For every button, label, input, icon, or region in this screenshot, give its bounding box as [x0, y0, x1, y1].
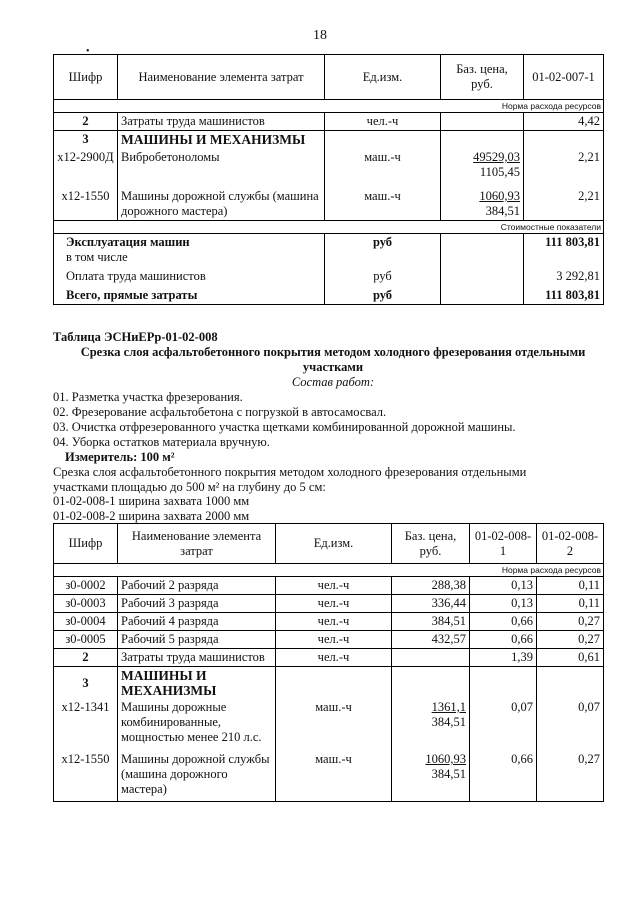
header-norm-2: 01-02-008-2 [537, 524, 604, 564]
row-unit: чел.-ч [276, 613, 392, 631]
row-price: 336,44 [392, 595, 470, 613]
row-name: Рабочий 2 разряда [118, 577, 276, 595]
section-code: 3 [54, 667, 118, 700]
row-code: з0-0004 [54, 613, 118, 631]
operation-value: 111 803,81 [545, 235, 600, 249]
table-row [54, 113, 604, 131]
table-row [54, 595, 604, 613]
page-mark: • [86, 46, 90, 57]
section-title: Срезка слоя асфальтобетонного покрытия методом холодного фрезерования отдельными участками [80, 345, 586, 374]
row-name: Машины дорожные комбинированные, мощностью менее 210 л.с. [118, 699, 276, 746]
row-value-2: 0,07 [537, 699, 604, 746]
works-heading: Состав работ: [291, 375, 375, 389]
cost-band: Стоимостные показатели [54, 221, 604, 234]
resource-table-01-02-008 [53, 523, 604, 802]
row-price-secondary: 1105,45 [479, 165, 520, 179]
row-code: х12-2900Д [54, 148, 118, 181]
table-row [54, 131, 604, 149]
norm-band-row [54, 100, 604, 113]
row-value-1: 0,13 [470, 595, 537, 613]
header-name: Наименование элемента затрат [118, 55, 325, 100]
table-label: Таблица ЭСНиЕРр-01-02-008 [53, 330, 218, 344]
row-value-2: 0,27 [537, 613, 604, 631]
list-item: 03. Очистка отфрезерованного участка щетками комбинированной дорожной машины. [53, 420, 516, 434]
variant-1: 01-02-008-1 ширина захвата 1000 мм [53, 494, 250, 508]
row-value: 2,21 [524, 148, 604, 181]
row-price: 1361,1 [431, 700, 466, 714]
row-value-1: 1,39 [470, 649, 537, 667]
row-value: 2,21 [524, 181, 604, 221]
labor-pay-value: 3 292,81 [556, 269, 600, 283]
row-unit: маш.-ч [276, 699, 392, 746]
row-value-2: 0,27 [537, 631, 604, 649]
header-norm-1: 01-02-008-1 [470, 524, 537, 564]
list-item: 04. Уборка остатков материала вручную. [53, 435, 270, 449]
row-name: Затраты труда машинистов [118, 113, 325, 131]
row-unit: чел.-ч [325, 113, 441, 131]
variant-2: 01-02-008-2 ширина захвата 2000 мм [53, 509, 250, 523]
table-row [54, 181, 604, 221]
resource-table-01-02-007 [53, 54, 604, 305]
row-price: 288,38 [392, 577, 470, 595]
row-name: Вибробетоноломы [118, 148, 325, 181]
row-value-1: 0,66 [470, 613, 537, 631]
row-name: Машины дорожной службы (машина дорожного мастера) [118, 746, 276, 802]
total-unit: руб [372, 288, 393, 302]
table-row [54, 577, 604, 595]
row-name: Рабочий 4 разряда [118, 613, 276, 631]
row-code: з0-0003 [54, 595, 118, 613]
row-unit: чел.-ч [276, 577, 392, 595]
row-code: 2 [54, 113, 118, 131]
row-unit: чел.-ч [276, 631, 392, 649]
section-code: 3 [54, 131, 118, 149]
norm-band: Норма расхода ресурсов [54, 564, 604, 577]
list-item: 02. Фрезерование асфальтобетона с погрузкой в автосамосвал. [53, 405, 387, 419]
labor-pay-unit: руб [373, 269, 392, 283]
row-price: 432,57 [392, 631, 470, 649]
including-label: в том числе [66, 250, 128, 264]
row-unit: чел.-ч [276, 595, 392, 613]
header-price: Баз. цена, руб. [392, 524, 470, 564]
header-code: Шифр [54, 524, 118, 564]
row-code: х12-1550 [54, 746, 118, 802]
row-price-secondary: 384,51 [431, 767, 466, 781]
header-price: Баз. цена, руб. [441, 55, 524, 100]
row-price-secondary: 384,51 [431, 715, 466, 729]
table-row [54, 746, 604, 802]
row-name: Машины дорожной службы (машина дорожного мастера) [118, 181, 325, 221]
row-value-2: 0,61 [537, 649, 604, 667]
row-value-1: 0,66 [470, 631, 537, 649]
row-name: Рабочий 5 разряда [118, 631, 276, 649]
total-value: 111 803,81 [545, 288, 600, 302]
table-row [54, 613, 604, 631]
header-unit: Ед.изм. [325, 55, 441, 100]
table-row [54, 667, 604, 700]
row-code: з0-0002 [54, 577, 118, 595]
row-price: 1060,93 [425, 752, 466, 766]
works-list [53, 390, 613, 450]
row-value-2: 0,11 [537, 595, 604, 613]
table-row [54, 631, 604, 649]
total-label: Всего, прямые затраты [66, 288, 198, 302]
row-value-1: 0,07 [470, 699, 537, 746]
operation-unit: руб [372, 235, 393, 249]
row-code: з0-0005 [54, 631, 118, 649]
row-unit: маш.-ч [325, 148, 441, 181]
row-code: х12-1341 [54, 699, 118, 746]
table-header [54, 524, 604, 564]
row-value-1: 0,13 [470, 577, 537, 595]
header-code: Шифр [54, 55, 118, 100]
row-price-secondary: 384,51 [485, 204, 520, 218]
row-value-1: 0,66 [470, 746, 537, 802]
cost-band-row [54, 221, 604, 234]
row-value-2: 0,11 [537, 577, 604, 595]
section-title: МАШИНЫ И МЕХАНИЗМЫ [118, 667, 276, 700]
table-row [54, 649, 604, 667]
norm-band: Норма расхода ресурсов [54, 100, 604, 113]
row-code: х12-1550 [54, 181, 118, 221]
header-unit: Ед.изм. [276, 524, 392, 564]
list-item: 01. Разметка участка фрезерования. [53, 390, 243, 404]
row-unit: чел.-ч [276, 649, 392, 667]
row-code: 2 [54, 649, 118, 667]
norm-band-row [54, 564, 604, 577]
row-price: 1060,93 [479, 189, 520, 203]
table-row [54, 699, 604, 746]
labor-pay-label: Оплата труда машинистов [66, 269, 206, 283]
row-price: 49529,03 [473, 150, 520, 164]
header-norm: 01-02-007-1 [524, 55, 604, 100]
row-price: 384,51 [392, 613, 470, 631]
row-unit: маш.-ч [325, 181, 441, 221]
description: Срезка слоя асфальтобетонного покрытия методом холодного фрезерования отдельными участками площадью до 500 м² на глубину до 5 см: [53, 465, 527, 494]
meter: Измеритель: 100 м² [65, 450, 175, 464]
header-name: Наименование элемента затрат [118, 524, 276, 564]
table-row [54, 234, 604, 305]
row-value: 4,42 [524, 113, 604, 131]
table-row [54, 148, 604, 181]
row-name: Затраты труда машинистов [118, 649, 276, 667]
row-price [441, 113, 524, 131]
page-number: 18 [313, 28, 327, 43]
row-value-2: 0,27 [537, 746, 604, 802]
table-header [54, 55, 604, 100]
row-unit: маш.-ч [276, 746, 392, 802]
operation-label: Эксплуатация машин [66, 235, 190, 249]
row-name: Рабочий 3 разряда [118, 595, 276, 613]
section-title: МАШИНЫ И МЕХАНИЗМЫ [118, 131, 325, 149]
